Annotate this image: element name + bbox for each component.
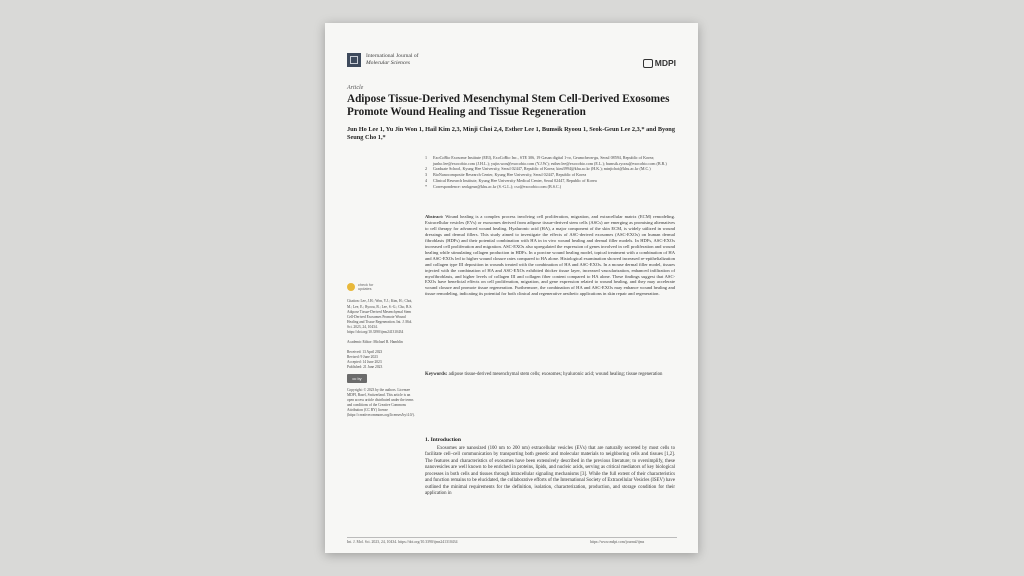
- accepted-date: Accepted: 14 June 2023: [347, 360, 382, 365]
- footer-journal-link[interactable]: https://www.mdpi.com/journal/ijms: [590, 540, 645, 544]
- article-sidebar: [347, 283, 417, 418]
- abstract-text: Wound healing is a complex process involving cell proliferation, migration, and extracellular matrix (ECM) remodeling. Extracellular vesicles (EVs) or exosomes derived from adipose tissue-derived stem cells (ASCs) are emerging as promising alternatives to cell therapy for advanced wound healing. Hyaluronic acid (HA), a major component of the skin ECM, is widely utilized in wound dressings and dermal fillers. This study aimed to investigate the effects of ASC-derived exosomes (ASC-EXOs) on human dermal fibroblasts (HDFs) and their potential combination with HA in in vivo wound healing and dermal filler models. In HDFs, ASC-EXOs increased cell proliferation and migration. ASC-EXOs also upregulated the expression of genes involved in cell proliferation and wound healing while stimulating collagen production in HDFs. In a porcine wound healing model, topical treatment with a combination of HA and ASC-EXOs led to higher wound closure rates compared to HA alone. Histological examination showed increased re-epithelialization and collagen type III deposition in wounds treated with the combination of HA and ASC-EXOs. In a mouse dermal filler model, tissues injected with the combination of HA and ASC-EXOs exhibited thicker tissue layer, increased vascularization, enhanced infiltration of myofibroblasts, and higher levels of collagen III and collagen fiber content compared to HA alone. These findings suggest that ASC-EXOs have beneficial effects on cell proliferation, migration, and gene expression related to wound healing, and they may accelerate wound closure and promote tissue regeneration. Furthermore, the combination of HA and ASC-EXOs may enhance wound healing and tissue remodeling, indicating its potential for both clinical and regenerative aesthetic applications in skin repair and regeneration.: [425, 214, 675, 297]
- paper-page: [325, 23, 698, 553]
- affiliation-number: 1: [425, 155, 428, 160]
- affiliation-text: Correspondence: seokgeun@khu.ac.kr (S.-G.L.); cso@exocobio.com (B.S.C.): [433, 183, 562, 189]
- footer-divider: [347, 537, 677, 538]
- section-heading-introduction: 1. Introduction: [425, 437, 461, 443]
- check-for-updates-button[interactable]: [347, 283, 417, 291]
- affiliation-text: Clinical Research Institute, Kyung Hee University Medical Center, Seoul 02447, Republic of Korea: [433, 177, 597, 183]
- authors-text: Jun Ho Lee 1, Yu Jin Won 1, Hail Kim 2,3, Minji Choi 2,4, Esther Lee 1, Bumsik Ryoou 1, Seok-Geun Lee 2,3,* and Byong Seung Cho 1,*: [347, 126, 675, 141]
- keywords-text: adipose tissue-derived mesenchymal stem cells; exosomes; hyaluronic acid; wound healing; tissue regeneration: [448, 372, 663, 377]
- affiliation-text: ExoCoBio Exosome Institute (EEI), ExoCoBio Inc., STE 306, 19 Gasan digital 1-ro, Geumcheon-gu, Seoul 08594, Republic of Korea; junho.lee@exocobio.com (J.H.L.); yujin.won@exocobio.com (Y.J.W.); esther.lee@exocobio.com (E.L.); bumsik.ryoou@exocobio.com (B.R.): [433, 155, 667, 166]
- affiliation-number: 4: [425, 177, 428, 183]
- journal-logo-icon: [347, 53, 361, 67]
- journal-name-line2: Molecular Sciences: [366, 59, 410, 66]
- affiliation-text: Graduate School, Kyung Hee University, Seoul 02447, Republic of Korea; kim3994@khu.ac.kr (H.K.); minjichoi@khu.ac.kr (M.C.): [433, 166, 651, 172]
- affiliation-number: *: [425, 183, 428, 189]
- publisher-name: MDPI: [654, 58, 676, 68]
- affiliation-item: [425, 155, 675, 166]
- affiliation-item: [425, 184, 675, 190]
- received-date: Received: 13 April 2023: [347, 350, 383, 355]
- revised-date: Revised: 9 June 2023: [347, 355, 378, 360]
- affiliation-text: BioNanocomposite Research Center, Kyung Hee University, Seoul 02447, Republic of Korea: [433, 172, 587, 178]
- abstract: [425, 214, 675, 297]
- article-type: Article: [347, 85, 364, 91]
- check-updates-line1: check for: [358, 283, 374, 287]
- keywords: [425, 372, 675, 378]
- citation: Citation: Lee, J.H.; Won, Y.J.; Kim, H.; Choi, M.; Lee, E.; Ryoou, B.; Lee, S.-G.; Cho, B.S. Adipose Tissue-Derived Mesenchymal Stem Cell-Derived Exosomes Promote Wound Healing and Tissue Regeneration. Int. J. Mol. Sci. 2023, 24, 10434. https://doi.org/10.3390/ijms241310434: [347, 299, 413, 334]
- keywords-label: Keywords:: [425, 372, 448, 377]
- cc-license-badge-icon[interactable]: cc by: [347, 374, 367, 383]
- journal-name-line1: International Journal of: [366, 53, 419, 59]
- author-list: [347, 126, 677, 142]
- check-updates-icon: [347, 283, 355, 291]
- affiliation-number: 3: [425, 172, 428, 178]
- paper-title: Adipose Tissue-Derived Mesenchymal Stem Cell-Derived Exosomes Promote Wound Healing and Tissue Regeneration: [347, 93, 670, 118]
- affiliation-number: 2: [425, 166, 428, 172]
- check-updates-line2: updates: [358, 287, 372, 292]
- affiliations: [425, 155, 675, 189]
- academic-editor: Academic Editor: Michael R. Hamblin: [347, 340, 403, 345]
- published-date: Published: 21 June 2023: [347, 365, 383, 370]
- abstract-label: Abstract:: [425, 214, 444, 219]
- journal-name: [366, 53, 419, 66]
- introduction-text: Exosomes are nanosized (100 nm to 200 nm) extracellular vesicles (EVs) that are naturally secreted by most cells to facilitate cell–cell communication by transporting both genetic and molecular materials to neighboring cells and tissues [1,2]. The features and characteristics of exosomes have been extensively described in the previous literature; to oversimplify, these nanovesicles are well known to be enriched in proteins, lipids, and nucleic acids, serving as critical mediators of key biological processes in both cells and tissues through intracellular signaling mechanisms [3]. While the full extent of their characteristics and function remains to be elucidated, the collaborative efforts of the International Society of Extracellular Vesicles (ISEV) have outlined the minimal requirements for the definition, isolation, characterization, production, and storage condition for their application in: [425, 446, 675, 497]
- publisher-logo: [643, 58, 676, 68]
- copyright: Copyright: © 2023 by the authors. Licensee MDPI, Basel, Switzerland. This article is an open access article distributed under the terms and conditions of the Creative Commons Attribution (CC BY) license (https://creativecommons.org/licenses/by/4.0/).: [347, 387, 415, 417]
- mdpi-logo-icon: [643, 59, 653, 68]
- footer-citation: Int. J. Mol. Sci. 2023, 24, 10434. https://doi.org/10.3390/ijms241310434: [347, 540, 458, 544]
